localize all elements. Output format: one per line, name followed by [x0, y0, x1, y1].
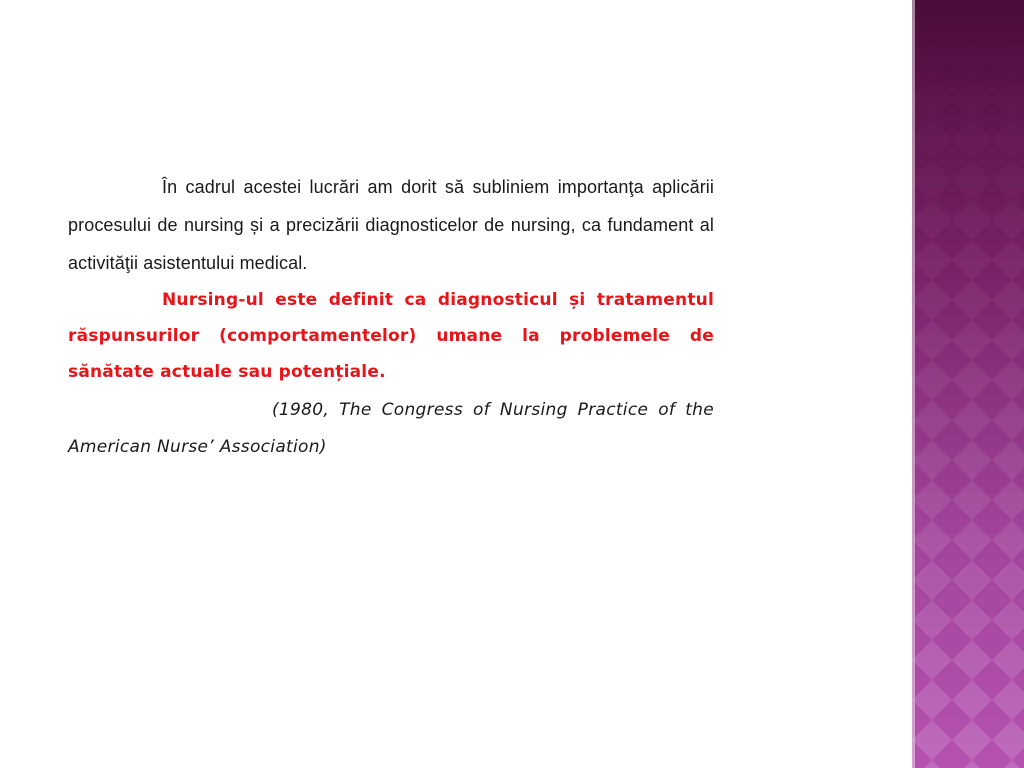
- decorative-side-panel: [912, 0, 1024, 768]
- definition-paragraph: Nursing-ul este definit ca diagnosticul și tratamentul răspunsurilor (comportamentelor) umane la problemele de sănătate actuale sau potențiale.: [68, 290, 714, 382]
- citation-paragraph: (1980, The Congress of Nursing Practice of the American Nurse’ Association): [68, 400, 714, 457]
- intro-paragraph: În cadrul acestei lucrări am dorit să subliniem importanţa aplicării procesului de nursing și a precizării diagnosticelor de nursing, ca fundament al activităţii asistentului medical.: [68, 177, 714, 273]
- diamond-pattern-graphic: [912, 0, 1024, 768]
- body-text-block: [68, 168, 714, 466]
